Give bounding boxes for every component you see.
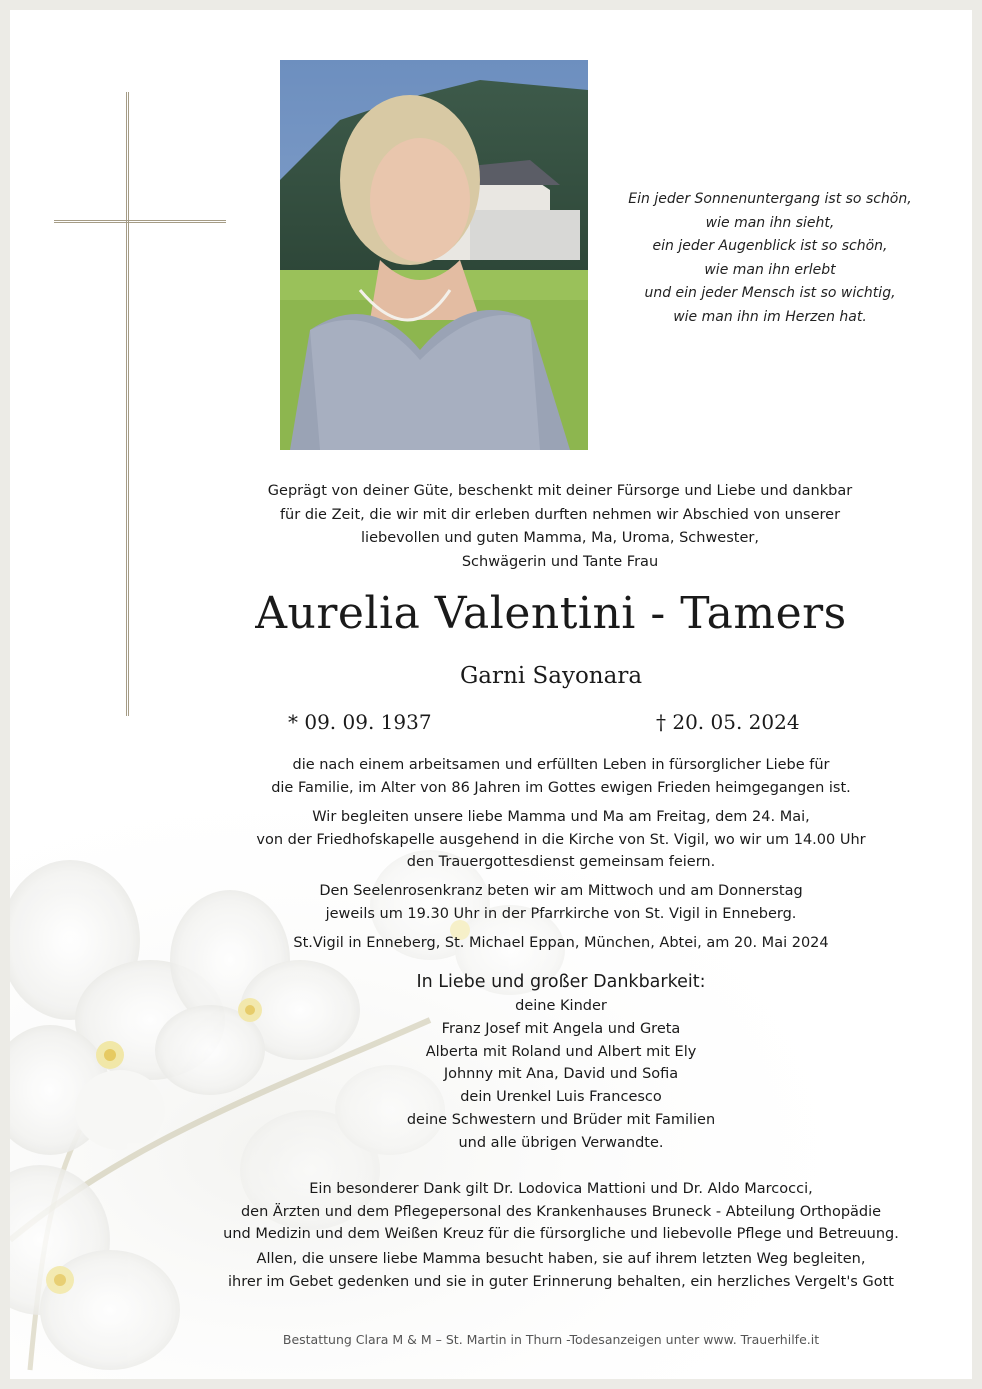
text-line: die Familie, im Alter von 86 Jahren im Gottes ewigen Frieden heimgegangen ist. (271, 779, 851, 796)
death-date: † 20. 05. 2024 (656, 710, 800, 734)
mourner-line: deine Schwestern und Brüder mit Familien (406, 1111, 716, 1128)
poem-line: und ein jeder Mensch ist so wichtig, (644, 285, 896, 301)
poem-line: wie man ihn im Herzen hat. (673, 308, 867, 325)
mourner-line: deine Kinder (515, 998, 607, 1014)
mourners-list (200, 995, 922, 1155)
mourner-line: dein Urenkel Luis Francesco (460, 1089, 662, 1106)
mourners-heading: In Liebe und großer Dankbarkeit: (416, 972, 706, 992)
text-line: Allen, die unsere liebe Mamma besucht haben, sie auf ihrem letzten Weg begleiten, (256, 1251, 866, 1267)
birth-date: * 09. 09. 1937 (288, 710, 432, 734)
intro-text (200, 480, 920, 574)
rosary-text (200, 880, 922, 925)
intro-line: Geprägt von deiner Güte, beschenkt mit deiner Fürsorge und Liebe und dankbar (267, 483, 853, 499)
funeral-text (200, 806, 922, 874)
text-line: den Ärzten und dem Pflegepersonal des Krankenhauses Bruneck - Abteilung Orthopädie (240, 1203, 882, 1220)
poem-line: wie man ihn erlebt (704, 261, 836, 278)
text-line: Den Seelenrosenkranz beten wir am Mittwoch und am Donnerstag (319, 883, 803, 899)
text-line: St.Vigil in Enneberg, St. Michael Eppan, München, Abtei, am 20. Mai 2024 (293, 935, 829, 951)
mourner-line: und alle übrigen Verwandte. (458, 1134, 664, 1151)
deceased-name: Aurelia Valentini - Tamers (255, 588, 847, 639)
place-date-text (200, 932, 922, 955)
portrait-photo (280, 60, 588, 450)
poem (600, 188, 940, 329)
text-line: die nach einem arbeitsamen und erfüllten Leben in fürsorglicher Liebe für (292, 757, 830, 773)
cross-vertical-bar (126, 92, 129, 716)
poem-line: ein jeder Augenblick ist so schön, (652, 238, 888, 254)
text-line: jeweils um 19.30 Uhr in der Pfarrkirche von St. Vigil in Enneberg. (325, 905, 797, 922)
poem-line: Ein jeder Sonnenuntergang ist so schön, (628, 191, 912, 207)
intro-line: liebevollen und guten Mamma, Ma, Uroma, Schwester, (361, 530, 759, 546)
obituary-page (10, 10, 972, 1379)
general-thanks-text (200, 1248, 922, 1293)
text-line: Ein besonderer Dank gilt Dr. Lodovica Mattioni und Dr. Aldo Marcocci, (309, 1181, 813, 1197)
special-thanks-text (200, 1178, 922, 1246)
text-line: Wir begleiten unsere liebe Mamma und Ma am Freitag, dem 24. Mai, (312, 809, 810, 825)
footer-funeral-home: Bestattung Clara M & M – St. Martin in Thurn -Todesanzeigen unter www. Trauerhilfe.it (282, 1332, 820, 1347)
text-line: und Medizin und dem Weißen Kreuz für die fürsorgliche und liebevolle Pflege und Betreuung. (223, 1226, 899, 1242)
cross-horizontal-bar (54, 220, 226, 223)
intro-line: Schwägerin und Tante Frau (461, 553, 659, 570)
text-line: den Trauergottesdienst gemeinsam feiern. (406, 854, 716, 870)
mourner-line: Franz Josef mit Angela und Greta (441, 1020, 681, 1037)
mourner-line: Johnny mit Ana, David und Sofia (443, 1066, 679, 1083)
mourner-line: Alberta mit Roland und Albert mit Ely (425, 1043, 697, 1060)
life-text (200, 754, 922, 799)
poem-line: wie man ihn sieht, (705, 214, 835, 231)
text-line: ihrer im Gebet gedenken und sie in guter Erinnerung behalten, ein herzliches Vergelt's Gott (228, 1273, 894, 1290)
deceased-subname: Garni Sayonara (459, 663, 643, 689)
intro-line: für die Zeit, die wir mit dir erleben durften nehmen wir Abschied von unserer (279, 506, 841, 523)
text-line: von der Friedhofskapelle ausgehend in die Kirche von St. Vigil, wo wir um 14.00 Uhr (256, 831, 866, 848)
